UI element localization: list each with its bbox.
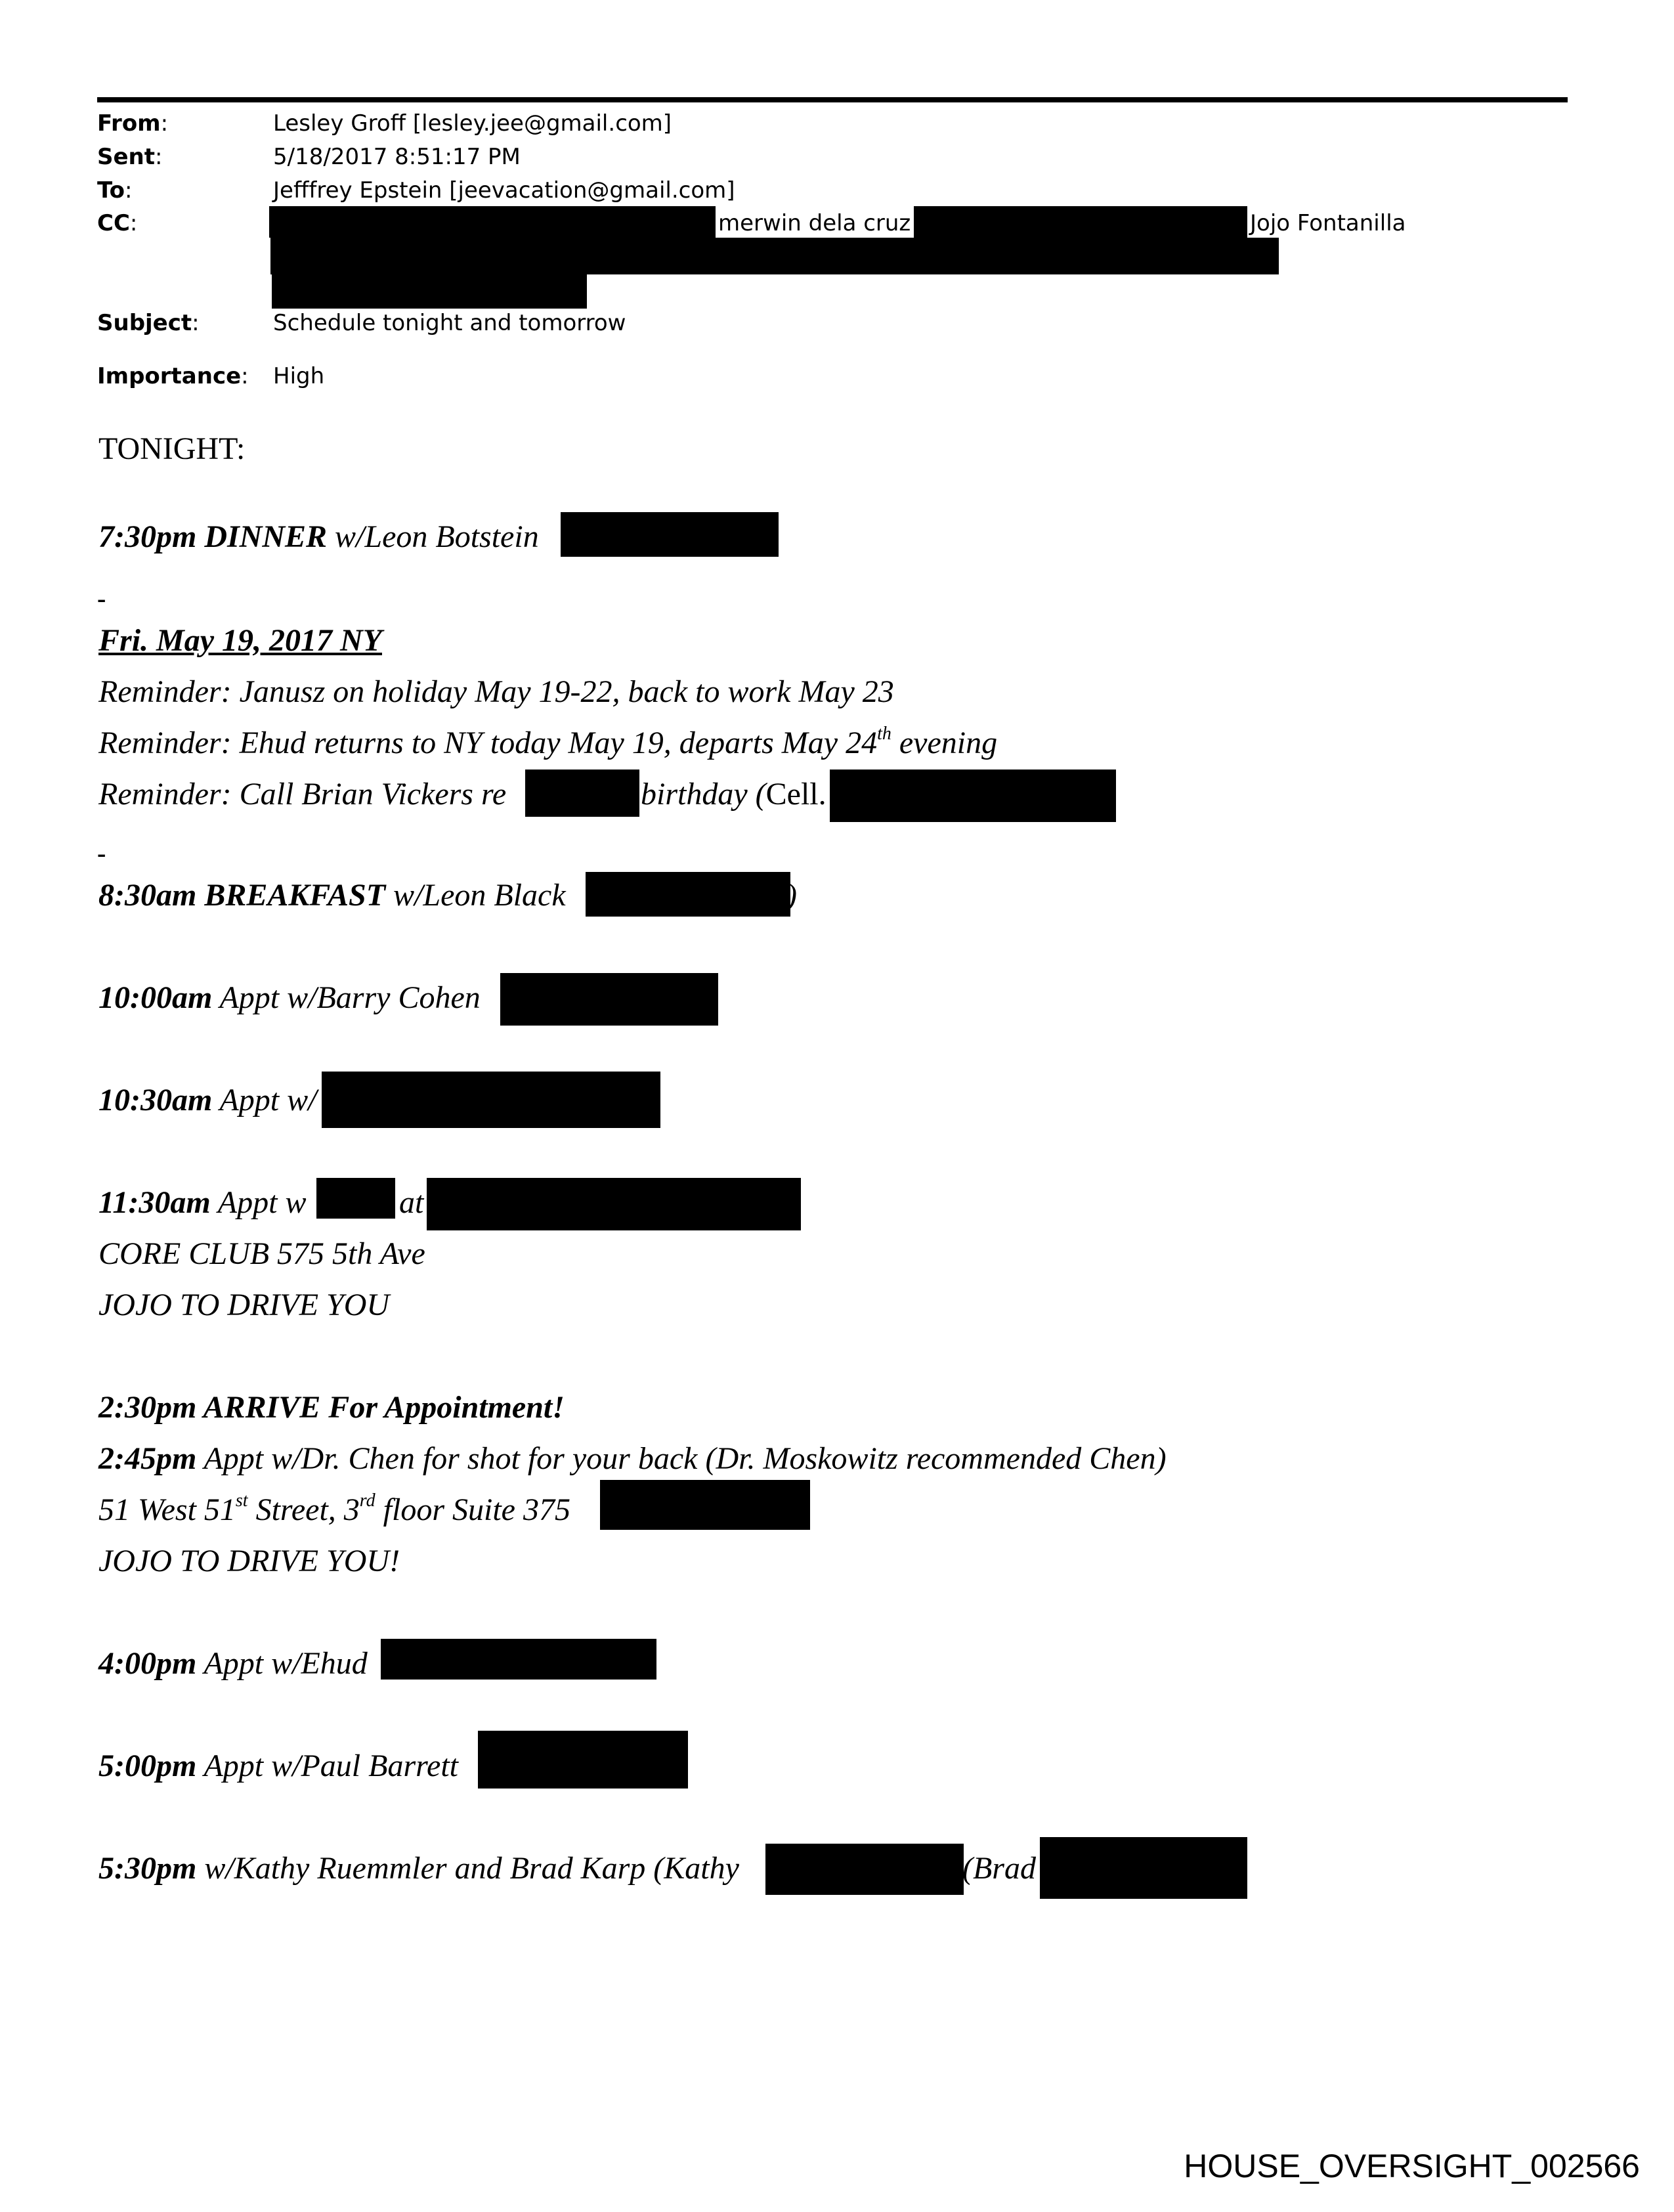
reminder-3-text: Reminder: Call Brian Vickers re [98, 777, 507, 812]
reminder-3-cont [641, 776, 826, 813]
header-rule [97, 97, 1568, 102]
sent-label: Sent [97, 144, 156, 170]
redaction [914, 206, 1247, 238]
breakfast-time: 8:30am BREAKFAST [98, 878, 386, 913]
sent-row: Sent: [97, 144, 163, 170]
address-part-2: Street, 3 [247, 1492, 360, 1527]
appt-245-time: 2:45pm [98, 1441, 197, 1476]
jojo-drive-line-2: JOJO TO DRIVE YOU! [98, 1544, 400, 1578]
dinner-line [98, 519, 539, 555]
reminder-3 [98, 776, 506, 813]
redaction [272, 274, 587, 309]
address-line [98, 1492, 570, 1529]
appt-1030-time: 10:30am [98, 1083, 213, 1117]
redaction [500, 973, 718, 1026]
subject-value: Schedule tonight and tomorrow [273, 310, 626, 336]
to-row: To: [97, 177, 133, 204]
redaction [478, 1731, 688, 1789]
appt-245-text: Appt w/Dr. Chen for shot for your back (Dr. Moskowitz recommended Chen) [196, 1441, 1167, 1476]
reminder-2-text: Reminder: Ehud returns to NY today May 19, departs May 24 [98, 726, 878, 760]
appt-1130-text: Appt w [210, 1185, 307, 1220]
reminder-2 [98, 725, 997, 762]
redaction [830, 770, 1116, 822]
from-label: From [97, 110, 161, 137]
cc-name-merwin: merwin dela cruz [718, 210, 911, 236]
address-sup-2: rd [359, 1490, 376, 1511]
redaction [269, 206, 716, 238]
appt-1130-time: 11:30am [98, 1185, 211, 1220]
appt-530-time: 5:30pm [98, 1851, 197, 1886]
reminder-2-tail: evening [891, 726, 998, 760]
dinner-text: w/Leon Botstein [327, 519, 539, 554]
appt-530-brad: (Brad [962, 1851, 1036, 1886]
reminder-1: Reminder: Janusz on holiday May 19-22, back to work May 23 [98, 674, 894, 709]
appt-1000-text: Appt w/Barry Cohen [212, 980, 481, 1015]
redaction [322, 1072, 660, 1128]
separator-dash: - [97, 584, 106, 613]
redaction [316, 1178, 395, 1219]
reminder-3-cell: Cell. [765, 777, 826, 812]
date-heading: Fri. May 19, 2017 NY [98, 623, 382, 658]
redaction [586, 872, 790, 917]
from-value: Lesley Groff [lesley.jee@gmail.com] [273, 110, 672, 137]
arrive-line: 2:30pm ARRIVE For Appointment! [98, 1390, 565, 1425]
reminder-2-sup: th [877, 724, 891, 744]
address-sup-1: st [235, 1490, 248, 1511]
redaction [381, 1639, 656, 1680]
cc-name-jojo: Jojo Fontanilla [1250, 210, 1406, 236]
appt-1030-line [98, 1082, 316, 1119]
appt-1030-text: Appt w/ [212, 1083, 317, 1117]
redaction [427, 1178, 801, 1230]
importance-label: Importance [97, 363, 242, 389]
cc-label: CC [97, 210, 130, 236]
appt-1000-time: 10:00am [98, 980, 213, 1015]
redaction [561, 512, 779, 557]
redaction [600, 1480, 810, 1530]
to-value: Jefffrey Epstein [jeevacation@gmail.com] [273, 177, 735, 204]
appt-530-text: w/Kathy Ruemmler and Brad Karp (Kathy [196, 1851, 739, 1886]
subject-label: Subject [97, 310, 192, 336]
appt-1130-at: at [399, 1185, 424, 1220]
redaction [525, 770, 639, 817]
address-part-3: floor Suite 375 [375, 1492, 570, 1527]
appt-500-line [98, 1748, 458, 1785]
appt-400-line [98, 1645, 368, 1682]
subject-row: Subject: [97, 310, 200, 336]
cc-row: CC: [97, 210, 138, 236]
bates-number: HOUSE_OVERSIGHT_002566 [1184, 2148, 1640, 2184]
to-label: To [97, 177, 125, 204]
redaction [1040, 1837, 1247, 1899]
address-part-1: 51 West 51 [98, 1492, 236, 1527]
appt-500-time: 5:00pm [98, 1748, 197, 1783]
jojo-drive-line: JOJO TO DRIVE YOU [98, 1288, 390, 1322]
breakfast-line [98, 877, 566, 914]
appt-500-text: Appt w/Paul Barrett [196, 1748, 458, 1783]
separator-dash: - [97, 838, 106, 868]
tonight-heading: TONIGHT: [98, 431, 246, 466]
core-club-line: CORE CLUB 575 5th Ave [98, 1236, 425, 1271]
appt-400-text: Appt w/Ehud [196, 1646, 368, 1681]
from-row: From: [97, 110, 169, 137]
importance-value: High [273, 363, 325, 389]
appt-245-line [98, 1441, 1167, 1477]
appt-400-time: 4:00pm [98, 1646, 197, 1681]
importance-row: Importance: [97, 363, 249, 389]
redaction [765, 1844, 964, 1895]
reminder-3-birthday: birthday ( [641, 777, 766, 812]
breakfast-tail: ) [786, 878, 797, 913]
breakfast-text: w/Leon Black [385, 878, 566, 913]
sent-value: 5/18/2017 8:51:17 PM [273, 144, 521, 170]
dinner-time: 7:30pm DINNER [98, 519, 328, 554]
appt-1000-line [98, 980, 481, 1016]
appt-1130-line [98, 1184, 306, 1221]
redaction [270, 238, 1279, 274]
appt-530-line [98, 1850, 739, 1887]
